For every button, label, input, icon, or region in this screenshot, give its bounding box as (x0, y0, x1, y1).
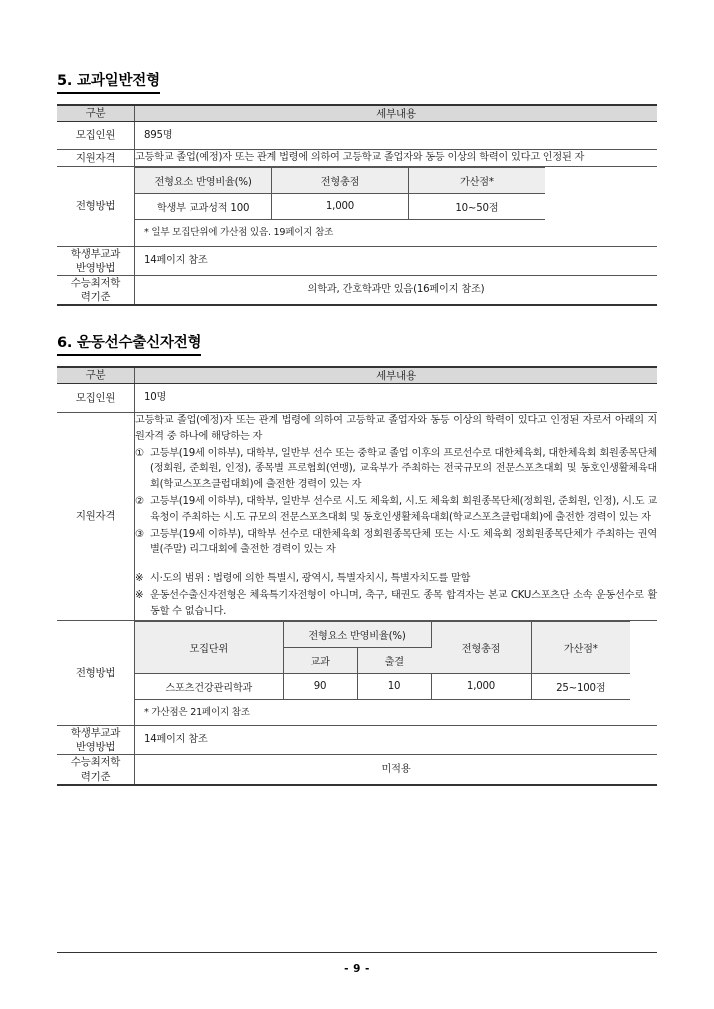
note-line (135, 571, 657, 587)
inner-header-ratio: 전형요소 반영비율(%) (135, 168, 272, 194)
method-inner-wrapper (135, 621, 657, 725)
method-inner-table-5 (135, 167, 545, 220)
table-row-quota (57, 121, 657, 150)
inner-cell-subject: 90 (283, 673, 357, 699)
column-header-category: 구분 (57, 367, 135, 384)
row-label-quota: 모집인원 (57, 384, 135, 413)
row-label-record-line2: 반영방법 (75, 741, 116, 754)
row-label-csat-line2: 력기준 (80, 770, 111, 783)
page-footer (57, 952, 657, 975)
section-6-heading: 6. 운동선수출신자전형 (57, 335, 201, 356)
inner-cell-total: 1,000 (431, 673, 531, 699)
table-row-method (57, 167, 657, 246)
eligibility-notes (135, 571, 657, 619)
row-label-csat (57, 276, 135, 306)
section-5-heading: 5. 교과일반전형 (57, 73, 160, 94)
list-marker: ② (135, 495, 144, 507)
row-value-method (135, 620, 658, 725)
inner-data-row (135, 673, 630, 699)
list-item-text: 고등부(19세 이하부), 대학부, 일반부 선수 또는 중학교 졸업 이후의 프로선수로 대한체육회, 대한체육회 회원종목단체(정회원, 준회원, 인정), 종목별 프로협회(연맹), 교육부가 주최하는 전국규모의 전문스포츠대회 및 동호인생활체육대회(학교스포츠클럽대회)에 출전한 경력이 있는 자 (150, 447, 657, 491)
inner-cell-attendance: 10 (357, 673, 431, 699)
list-item (135, 494, 657, 526)
method-inner-wrapper (135, 167, 657, 245)
column-header-category: 구분 (57, 105, 135, 122)
table-row-csat (57, 276, 657, 306)
section-6 (57, 332, 657, 785)
note-text: 운동선수출신자전형은 체육특기자전형이 아니며, 축구, 태권도 종목 합격자는 본교 CKU스포츠단 소속 운동선수로 활동할 수 없습니다. (150, 590, 657, 617)
table-row-csat (57, 755, 657, 785)
page-number: - 9 - (344, 963, 370, 975)
inner-header-row (135, 168, 545, 194)
row-label-csat-line2: 력기준 (80, 291, 111, 304)
method-inner-table-6 (135, 621, 630, 700)
inner-header-total: 전형총점 (431, 621, 531, 673)
table-row-eligibility (57, 150, 657, 167)
row-label-record-method (57, 726, 135, 755)
method-footnote: * 가산점은 21페이지 참조 (144, 706, 250, 718)
inner-cell-unit: 스포츠건강관리학과 (135, 673, 283, 699)
row-value-csat: 미적용 (381, 763, 411, 775)
row-value-eligibility (135, 412, 658, 620)
row-label-record-line2: 반영방법 (75, 261, 116, 274)
row-label-eligibility: 지원자격 (57, 150, 135, 167)
row-value-record-method: 14페이지 참조 (135, 246, 658, 275)
row-label-csat (57, 755, 135, 785)
inner-cell-total: 1,000 (272, 194, 409, 220)
table-row-record-method (57, 726, 657, 755)
row-label-record-line1: 학생부교과 (70, 247, 121, 260)
inner-subheader-attendance: 출결 (357, 647, 431, 673)
table-row-record-method (57, 246, 657, 275)
table-row-eligibility (57, 412, 657, 620)
row-label-record-line1: 학생부교과 (70, 727, 121, 740)
inner-header-bonus: 가산점* (408, 168, 545, 194)
row-label-quota: 모집인원 (57, 121, 135, 150)
inner-cell-bonus: 10~50점 (408, 194, 545, 220)
row-label-csat-line1: 수능최저학 (70, 277, 121, 290)
inner-header-total: 전형총점 (272, 168, 409, 194)
section-5 (57, 70, 657, 306)
inner-header-ratio: 전형요소 반영비율(%) (283, 621, 431, 647)
list-marker: ① (135, 447, 144, 459)
row-value-record-method: 14페이지 참조 (135, 726, 658, 755)
row-label-record-method (57, 246, 135, 275)
inner-header-unit: 모집단위 (135, 621, 283, 673)
list-item (135, 527, 657, 559)
table-header-row (57, 105, 657, 122)
row-value-quota: 895명 (135, 121, 658, 150)
list-item (135, 446, 657, 493)
row-value-csat: 의학과, 간호학과만 있음(16페이지 참조) (307, 284, 485, 296)
inner-data-row (135, 194, 545, 220)
list-item-text: 고등부(19세 이하부), 대학부 선수로 대한체육회 정회원종목단체 또는 시·도 체육회 정회원종목단체가 주최하는 권역별(주말) 리그대회에 출전한 경력이 있는 자 (150, 528, 657, 556)
column-header-detail: 세부내용 (135, 105, 658, 122)
eligibility-list (135, 446, 657, 559)
note-line (135, 588, 657, 620)
method-footnote: * 일부 모집단위에 가산점 있음. 19페이지 참조 (144, 227, 334, 239)
list-marker: ③ (135, 528, 144, 540)
section-5-table (57, 104, 657, 307)
row-label-method: 전형방법 (57, 620, 135, 725)
inner-subheader-subject: 교과 (283, 647, 357, 673)
note-marker: ※ (135, 573, 144, 585)
note-text: 시·도의 범위 : 법령에 의한 특별시, 광역시, 특별자치시, 특별자치도를 말함 (150, 573, 471, 585)
table-row-quota (57, 384, 657, 413)
note-marker: ※ (135, 590, 144, 602)
column-header-detail: 세부내용 (135, 367, 658, 384)
row-value-quota: 10명 (135, 384, 658, 413)
inner-header-bonus: 가산점* (531, 621, 630, 673)
row-label-csat-line1: 수능최저학 (70, 756, 121, 769)
row-value-method (135, 167, 658, 246)
inner-header-row (135, 621, 630, 647)
row-label-method: 전형방법 (57, 167, 135, 246)
section-6-table (57, 366, 657, 786)
eligibility-intro: 고등학교 졸업(예정)자 또는 관계 법령에 의하여 고등학교 졸업자와 동등 이상의 학력이 있다고 인정된 자로서 아래의 지원자격 중 하나에 해당하는 자 (135, 414, 657, 442)
row-value-eligibility: 고등학교 졸업(예정)자 또는 관계 법령에 의하여 고등학교 졸업자와 동등 이상의 학력이 있다고 인정된 자 (135, 150, 658, 167)
list-item-text: 고등부(19세 이하부), 대학부, 일반부 선수로 시.도 체육회, 시.도 체육회 회원종목단체(정회원, 준회원, 인정), 시.도 교육청이 주최하는 시.도 규모의 전문스포츠대회 및 동호인생활체육대회(학교스포츠클럽대회)에 출전한 경력이 있는 자 (150, 495, 657, 523)
inner-cell-bonus: 25~100점 (531, 673, 630, 699)
table-row-method (57, 620, 657, 725)
inner-cell-ratio: 학생부 교과성적 100 (135, 194, 272, 220)
row-label-eligibility: 지원자격 (57, 412, 135, 620)
table-header-row (57, 367, 657, 384)
